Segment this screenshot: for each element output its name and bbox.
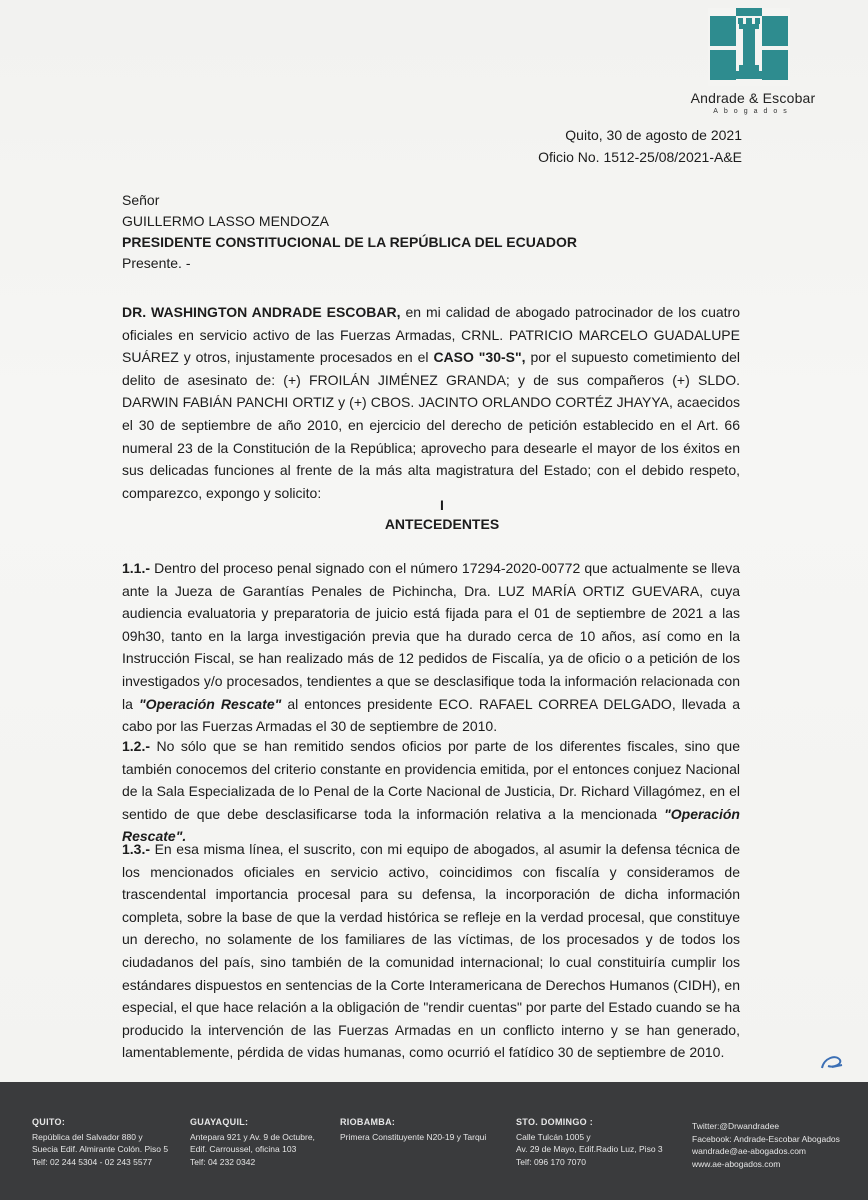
- salutation: Señor: [122, 192, 160, 208]
- section-title: ANTECEDENTES: [384, 516, 500, 532]
- office-city: STO. DOMINGO :: [516, 1117, 594, 1127]
- office-guayaquil: [190, 1116, 315, 1168]
- paragraph-1-3: [122, 838, 740, 1064]
- office-city: RIOBAMBA:: [340, 1117, 396, 1127]
- office-sto-domingo: [516, 1116, 663, 1168]
- paragraph-number: 1.3.-: [122, 841, 151, 857]
- pen-mark-icon: [818, 1052, 846, 1072]
- case-name: CASO "30-S",: [433, 349, 526, 366]
- office-riobamba: [340, 1116, 486, 1143]
- paragraph-emphasis: "Operación Rescate".: [122, 805, 740, 845]
- addressee-name: GUILLERMO LASSO MENDOZA: [122, 213, 329, 229]
- office-quito: [32, 1116, 168, 1168]
- office-line: Telf: 02 244 5304 - 02 243 5577: [32, 1156, 153, 1167]
- office-line: Telf: 04 232 0342: [190, 1156, 256, 1167]
- office-city: GUAYAQUIL:: [190, 1117, 249, 1127]
- office-line: Edif. Carroussel, oficina 103: [190, 1144, 297, 1154]
- intro-text-a: en mi calidad de abogado patrocinador de los cuatro oficiales en servicio activo de las Fuerzas Armadas, CRNL. PATRICIO MARCELO GUADALUPE SUÁREZ y otros, injustamente procesados en el: [122, 304, 740, 366]
- paragraph-number: 1.1.-: [122, 560, 151, 576]
- letter-date: Quito, 30 de agosto de 2021: [565, 127, 742, 143]
- email-address[interactable]: wandrade@ae-abogados.com: [692, 1146, 807, 1156]
- office-city: QUITO:: [32, 1117, 66, 1127]
- office-line: República del Salvador 880 y: [32, 1131, 143, 1142]
- addressee-title: PRESIDENTE CONSTITUCIONAL DE LA REPÚBLICA DEL ECUADOR: [122, 234, 578, 250]
- paragraph-1-1: [122, 557, 740, 738]
- office-line: Av. 29 de Mayo, Edif.Radio Luz, Piso 3: [516, 1144, 663, 1154]
- author-name: DR. WASHINGTON ANDRADE ESCOBAR,: [122, 304, 401, 320]
- oficio-number: Oficio No. 1512-25/08/2021-A&E: [538, 149, 742, 165]
- section-number: I: [440, 497, 444, 513]
- facebook-page[interactable]: Facebook: Andrade-Escobar Abogados: [692, 1133, 840, 1144]
- firm-subtitle: Abogados: [713, 108, 793, 115]
- letter-footer: [0, 1082, 868, 1200]
- paragraph-text: Dentro del proceso penal signado con el número 17294-2020-00772 que actualmente se lleva ante la Jueza de Garantías Penales de Pichincha, Dra. LUZ MARÍA ORTIZ GUEVARA, cuya audiencia evaluatoria y preparatoria de juicio está fijada para el 01 de septiembre de 2021 a las 09h30, tanto en la larga investigación previa que ha durado cerca de 10 años, así como en la Instrucción Fiscal, se han realizado más de 12 pedidos de Fiscalía, ya de oficio o a petición de los investigados y/o procesados, tendientes a que se desclasifique toda la información relacionada con la: [122, 560, 740, 712]
- intro-paragraph: [122, 301, 740, 504]
- paragraph-1-2: [122, 735, 740, 848]
- twitter-handle[interactable]: Twitter:@Drwandradee: [692, 1121, 780, 1131]
- addressee-block: [122, 190, 577, 274]
- office-line: Calle Tulcán 1005 y: [516, 1131, 591, 1142]
- paragraph-number: 1.2.-: [122, 738, 151, 754]
- date-block: [538, 124, 742, 168]
- website-link[interactable]: www.ae-abogados.com: [692, 1158, 781, 1169]
- office-line: Suecia Edif. Almirante Colón. Piso 5: [32, 1144, 169, 1154]
- paragraph-text: No sólo que se han remitido sendos oficios por parte de los diferentes fiscales, sino que también conocemos del criterio constante en providencia emitida, por el entonces conjuez Nacional de la Sala Especializada de lo Penal de la Corte Nacional de Justicia, Dr. Richard Villagómez, en el sentido de que debe desclasificarse toda la información relativa a la mencionada: [122, 738, 740, 822]
- intro-text-b: por el supuesto cometimiento del delito de asesinato de: (+) FROILÁN JIMÉNEZ GRANDA; y de sus compañeros (+) SLDO. DARWIN FABIÁN PANCHI ORTIZ y (+) CBOS. JACINTO ORLANDO CORTÉZ JHAYYA, acaecidos el 30 de septiembre de año 2010, en ejercicio del derecho de petición establecido en el Art. 66 numeral 23 de la Constitución de la República; aprovecho para desearle el mayor de los éxitos en sus delicadas funciones al frente de la más alta magistratura del Estado; con el debido respeto, comparezco, expongo y solicito:: [122, 349, 741, 501]
- firm-name: Andrade & Escobar: [690, 90, 816, 106]
- chess-rook-icon: [708, 8, 790, 86]
- presente-line: Presente. -: [122, 255, 191, 271]
- paragraph-emphasis: "Operación Rescate": [138, 695, 282, 712]
- paragraph-text-end: al entonces presidente ECO. RAFAEL CORREA DELGADO, llevada a cabo por las Fuerzas Armadas el 30 de septiembre de 2010.: [122, 695, 740, 735]
- office-line: Primera Constituyente N20-19 y Tarqui: [340, 1131, 487, 1142]
- firm-logo: [678, 8, 828, 118]
- paragraph-text: En esa misma línea, el suscrito, con mi equipo de abogados, al asumir la defensa técnica de los mencionados oficiales en servicio activo, coincidimos con fiscalía y consideramos de trascendental importancia procesal para su defensa, la incorporación de dicha información completa, sobre la base de que la verdad histórica se refleje en la verdad procesal, que constituye un derecho, no solamente de los familiares de las víctimas, de los procesados y de todos los ciudadanos del país, sino también de la comunidad internacional; lo cual constituiría cumplir los estándares dispuestos en sentencias de la Corte Interamericana de Derechos Humanos (CIDH), en especial, el que hace relación a la obligación de "rendir cuentas" por parte del Estado cuando se ha producido la intervención de las Fuerzas Armadas en un conflicto interno y se han generado, lamentablemente, pérdida de vidas humanas, como ocurrió el fatídico 30 de septiembre de 2010.: [122, 841, 740, 1061]
- contact-info: [692, 1120, 840, 1170]
- office-line: Antepara 921 y Av. 9 de Octubre,: [190, 1131, 315, 1142]
- office-line: Telf: 096 170 7070: [516, 1156, 586, 1167]
